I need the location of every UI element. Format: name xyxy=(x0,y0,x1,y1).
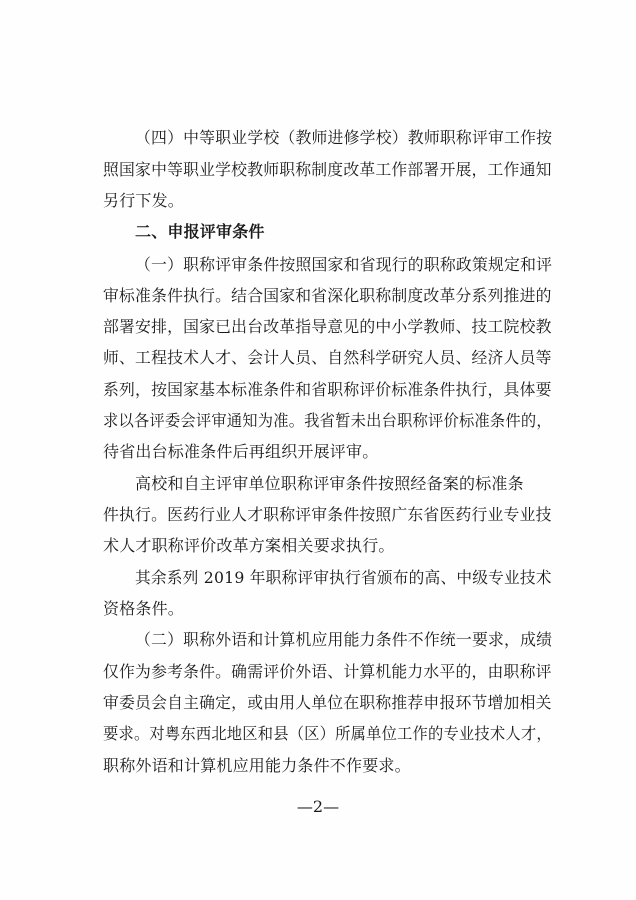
subsection-two-line-3: 审委员会自主确定，或由用人单位在职称推荐申报环节增加相关 xyxy=(103,693,552,712)
subsection-one-line-4: 师、工程技术人才、会计人员、自然科学研究人员、经济人员等 xyxy=(103,348,552,367)
subsection-one-line-7: 待省出台标准条件后再组织开展评审。 xyxy=(103,442,379,461)
universities-line-1: 高校和自主评审单位职称评审条件按照经备案的标准条 xyxy=(135,474,524,493)
subsection-one-line-6: 求以各评委会评审通知为准。我省暂未出台职称评价标准条件的， xyxy=(103,411,552,430)
section-two-heading: 二、申报评审条件 xyxy=(135,222,265,241)
other-series-line-1: 其余系列 2019 年职称评审执行省颁布的高、中级专业技术 xyxy=(135,568,552,587)
subsection-two-line-4: 要求。对粤东西北地区和县（区）所属单位工作的专业技术人才， xyxy=(103,724,552,743)
section-four-line-2: 照国家中等职业学校教师职称制度改革工作部署开展，工作通知 xyxy=(103,160,552,179)
section-four-line-1: （四）中等职业学校（教师进修学校）教师职称评审工作按 xyxy=(135,128,553,147)
subsection-two-line-2: 仅作为参考条件。确需评价外语、计算机能力水平的，由职称评 xyxy=(103,662,552,681)
subsection-two-line-5: 职称外语和计算机应用能力条件不作要求。 xyxy=(103,756,411,775)
subsection-one-line-5: 系列，按国家基本标准条件和省职称评价标准条件执行，具体要 xyxy=(103,380,552,399)
subsection-one-line-2: 审标准条件执行。结合国家和省深化职称制度改革分系列推进的 xyxy=(103,286,552,305)
subsection-one-line-1: （一）职称评审条件按照国家和省现行的职称政策规定和评 xyxy=(135,255,553,274)
subsection-two-line-1: （二）职称外语和计算机应用能力条件不作统一要求，成绩 xyxy=(135,630,553,649)
other-series-line-2: 资格条件。 xyxy=(103,599,185,618)
section-four-line-3: 另行下发。 xyxy=(103,191,185,210)
universities-line-2: 件执行。医药行业人才职称评审条件按照广东省医药行业专业技 xyxy=(103,505,552,524)
universities-line-3: 术人才职称评价改革方案相关要求执行。 xyxy=(103,536,395,555)
page-number: —2— xyxy=(296,797,340,816)
subsection-one-line-3: 部署安排，国家已出台改革指导意见的中小学教师、技工院校教 xyxy=(103,317,552,336)
